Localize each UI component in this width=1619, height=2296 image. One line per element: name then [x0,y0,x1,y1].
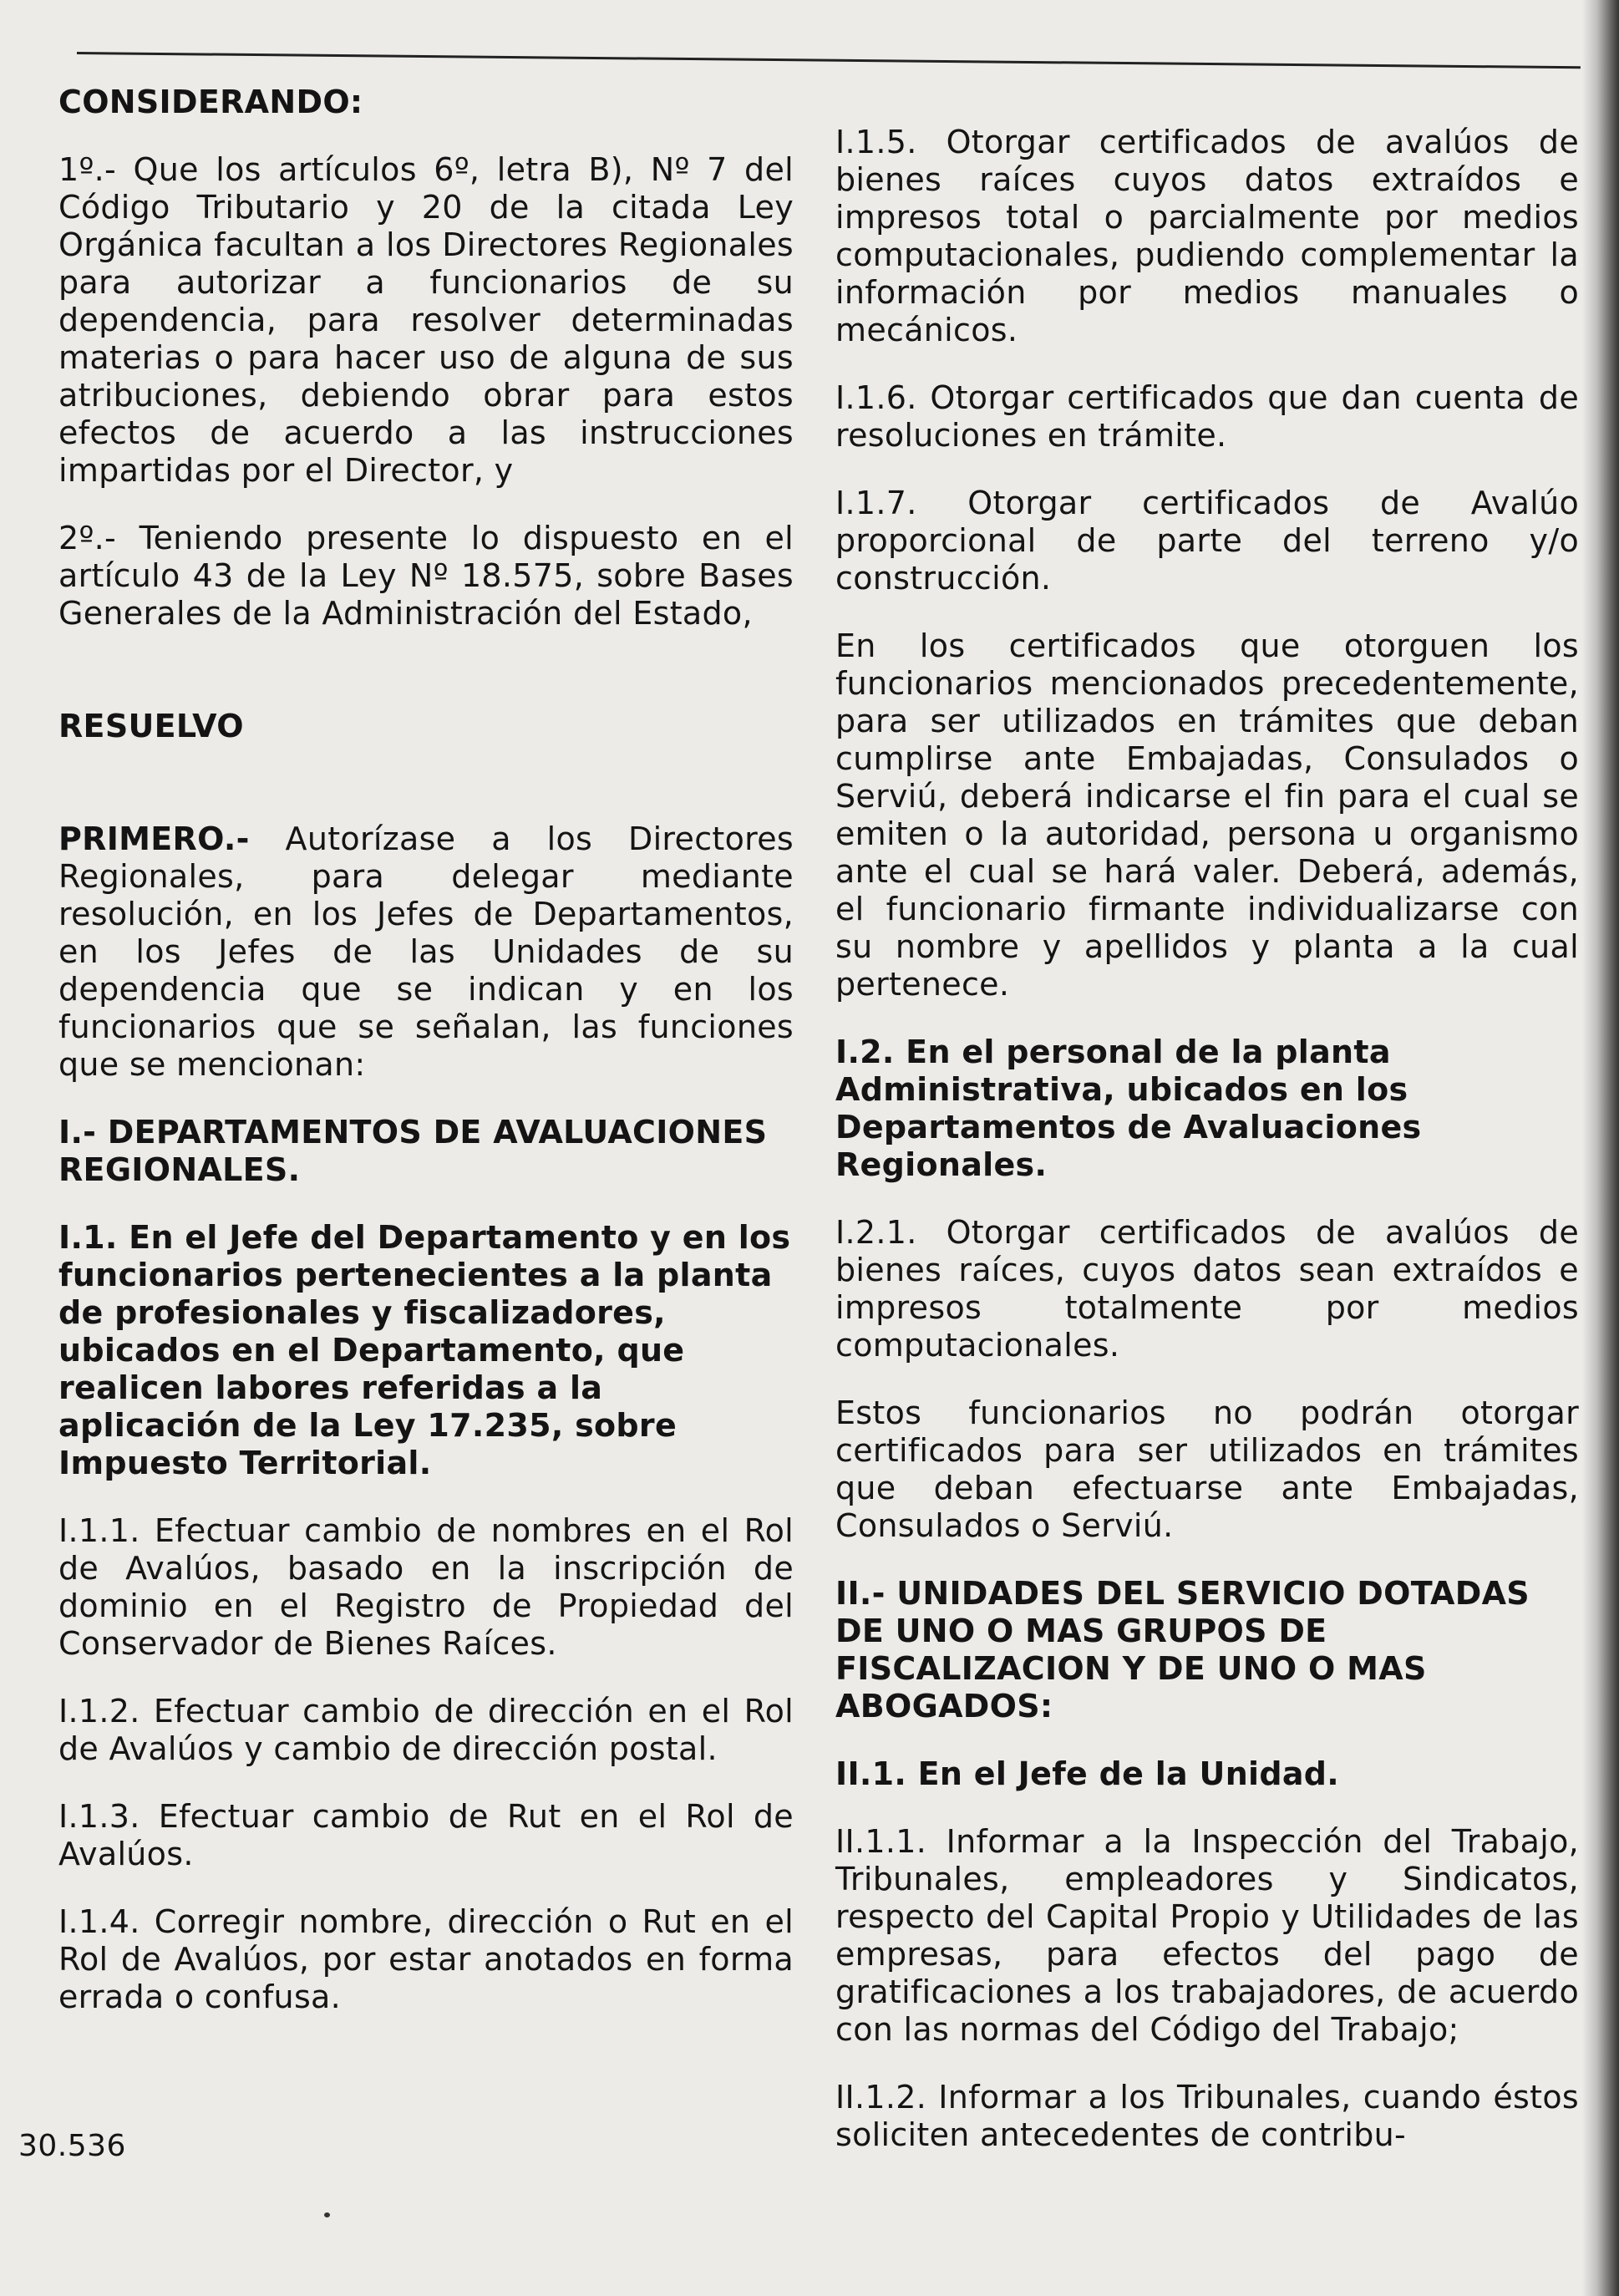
item-1-1-3: I.1.3. Efectuar cambio de Rut en el Rol de Avalúos. [58,1798,794,1872]
page-number: 30.536 [18,2129,126,2163]
print-speck [324,2212,330,2217]
item-1-1-2: I.1.2. Efectuar cambio de dirección en el Rol de Avalúos y cambio de dirección postal. [58,1693,794,1767]
resuelvo-heading: RESUELVO [58,708,244,744]
considerando-2: 2º.- Teniendo presente lo dispuesto en el artículo 43 de la Ley Nº 18.575, sobre Bases Generales de la Administración del Estado, [58,520,794,632]
item-1-1-7: I.1.7. Otorgar certificados de Avalúo proporcional de parte del terreno y/o construcción. [835,485,1579,597]
funcionarios-paragraph: Estos funcionarios no podrán otorgar certificados para ser utilizados en trámites que deban efectuarse ante Embajadas, Consulados o Serviú. [835,1394,1579,1544]
primero-paragraph [58,820,794,1084]
considerando-1: 1º.- Que los artículos 6º, letra B), Nº 7 del Código Tributario y 20 de la citada Ley Orgánica facultan a los Directores Regionales para autorizar a funcionarios de su dependencia, para resolver determinadas materias o para hacer uso de alguna de sus atribuciones, debiendo obrar para estos efectos de acuerdo a las instrucciones impartidas por el Director, y [58,151,794,489]
item-2-1-1: II.1.1. Informar a la Inspección del Trabajo, Tribunales, empleadores y Sindicatos, respecto del Capital Propio y Utilidades de las empresas, para efectos del pago de gratificaciones a los trabajadores, de acuerdo con las normas del Código del Trabajo; [835,1823,1579,2048]
section-2-1-heading: II.1. En el Jefe de la Unidad. [835,1755,1340,1792]
considerando-heading: CONSIDERANDO: [58,84,363,120]
top-rule [77,52,1581,69]
primero-text: Autorízase a los Directores Regionales, para delegar mediante resolución, en los Jefes de Departamentos, en los Jefes de las Unidades de su dependencia que se indican y en los funcionarios que se señalan, las funciones que se mencionan: [58,820,794,1083]
left-column [58,84,794,2016]
section-1-2-heading: I.2. En el personal de la planta Administrativa, ubicados en los Departamentos de Avaluaciones Regionales. [835,1034,1422,1183]
item-1-1-1: I.1.1. Efectuar cambio de nombres en el Rol de Avalúos, basado en la inscripción de dominio en el Registro de Propiedad del Conservador de Bienes Raíces. [58,1512,794,1662]
item-1-2-1: I.2.1. Otorgar certificados de avalúos de bienes raíces, cuyos datos sean extraídos e impresos totalmente por medios computacionales. [835,1214,1579,1364]
right-column [835,124,1579,2154]
section-2-heading: II.- UNIDADES DEL SERVICIO DOTADAS DE UNO O MAS GRUPOS DE FISCALIZACION Y DE UNO O MAS ABOGADOS: [835,1575,1530,1725]
section-1-1-heading: I.1. En el Jefe del Departamento y en los funcionarios pertenecientes a la planta de profesionales y fiscalizadores, ubicados en el Departamento, que realicen labores referidas a la aplicación de la Ley 17.235, sobre Impuesto Territorial. [58,1219,791,1481]
item-2-1-2: II.1.2. Informar a los Tribunales, cuando éstos soliciten antecedentes de contribu- [835,2079,1579,2153]
primero-lead: PRIMERO.- [58,820,250,857]
section-1-heading: I.- DEPARTAMENTOS DE AVALUACIONES REGIONALES. [58,1114,768,1188]
book-spine-shadow [1582,0,1619,2296]
item-1-1-4: I.1.4. Corregir nombre, dirección o Rut en el Rol de Avalúos, por estar anotados en forma errada o confusa. [58,1903,794,2015]
certificados-paragraph: En los certificados que otorguen los funcionarios mencionados precedentemente, para ser utilizados en trámites que deban cumplirse ante Embajadas, Consulados o Serviú, deberá indicarse el fin para el cual se emiten o la autoridad, persona u organismo ante el cual se hará valer. Deberá, además, el funcionario firmante individualizarse con su nombre y apellidos y planta a la cual pertenece. [835,627,1579,1003]
item-1-1-6: I.1.6. Otorgar certificados que dan cuenta de resoluciones en trámite. [835,379,1579,454]
item-1-1-5: I.1.5. Otorgar certificados de avalúos de bienes raíces cuyos datos extraídos e impresos total o parcialmente por medios computacionales, pudiendo complementar la información por medios manuales o mecánicos. [835,124,1579,348]
